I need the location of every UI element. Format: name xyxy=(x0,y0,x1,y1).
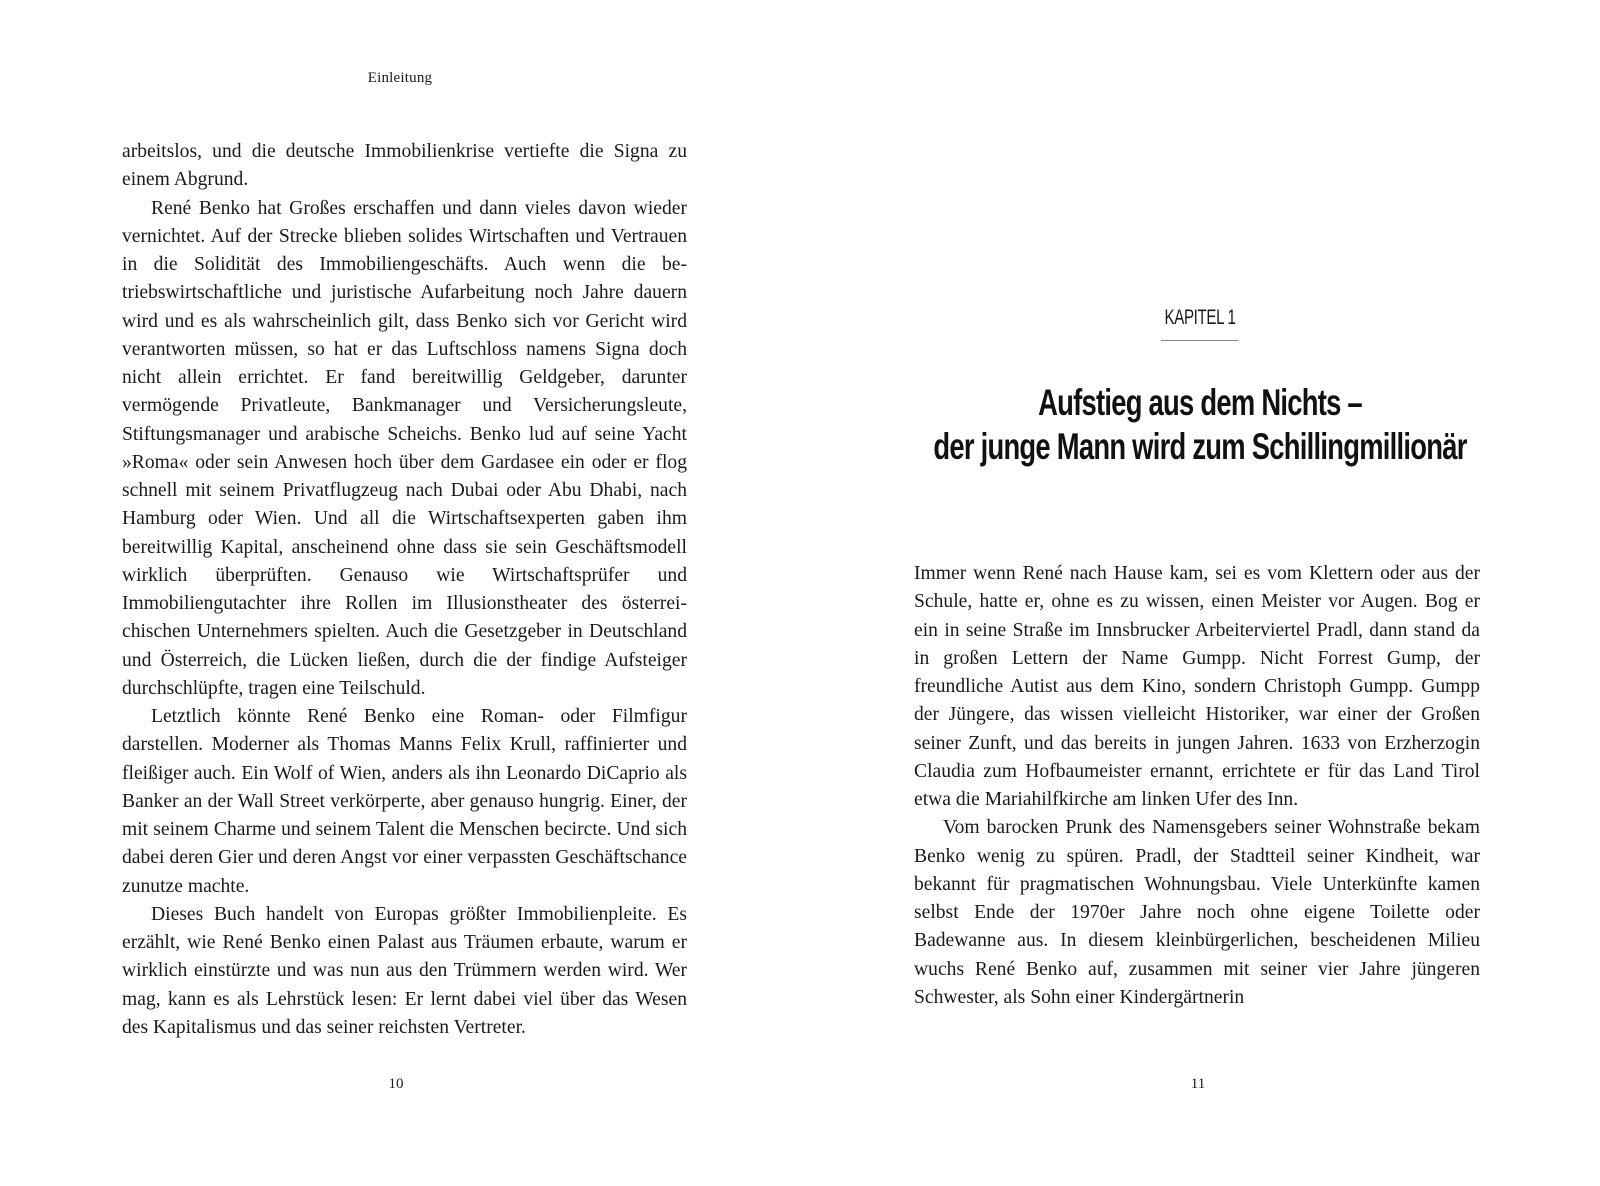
running-head: Einleitung xyxy=(367,70,433,86)
page-number: 10 xyxy=(388,1076,404,1092)
paragraph: Immer wenn René nach Hause kam, sei es vom Klettern oder aus der Schule, hatte er, ohne es zu wissen, einen Meister vor Augen. Bog er ein in seine Straße im Innsbrucker Arbeiterviertel Pradl, dann stand da in großen Lettern der Name Gumpp. Nicht Forrest Gump, der freundliche Autist aus dem Kino, sondern Christoph Gumpp. Gumpp der Jüngere, das wissen vielleicht Historiker, war einer der Großen seiner Zunft, und das bereits in jungen Jahren. 1633 von Erzherzogin Claudia zum Hofbaumeister ernannt, errichtete er für das Land Tirol etwa die Mariahilfkirche am linken Ufer des Inn. xyxy=(914,563,1480,810)
chapter-rule xyxy=(1161,340,1238,341)
chapter-label: KAPITEL 1 xyxy=(1164,306,1236,329)
paragraph: arbeitslos, und die deutsche Immobilienkrise vertiefte die Signa zu einem Abgrund. xyxy=(122,141,687,191)
page-number: 11 xyxy=(1190,1076,1206,1092)
paragraph: Letztlich könnte René Benko eine Roman- oder Filmfigur darstellen. Moderner als Thomas Manns Felix Krull, raffinierter und fleißiger auch. Ein Wolf of Wien, anders als ihn Leonardo DiCaprio als Banker an der Wall Street verkörperte, aber genauso hungrig. Einer, der mit seinem Charme und seinem Talent die Menschen becircte. Und sich dabei deren Gier und deren Angst vor einer verpassten Geschäftschance zunutze machte. xyxy=(122,706,687,897)
left-page-body xyxy=(122,138,687,1042)
chapter-title-line: der junge Mann wird zum Schillingmillionär xyxy=(933,426,1467,467)
right-page xyxy=(800,0,1600,1186)
chapter-title xyxy=(904,381,1496,469)
paragraph: Vom barocken Prunk des Namensgebers seiner Wohnstraße bekam Benko wenig zu spüren. Pradl, der Stadtteil seiner Kindheit, war bekannt für pragmatischen Wohnungsbau. Viele Unterkünfte kamen selbst Ende der 1970er Jahre noch ohne eigene Toilette oder Badewanne aus. In diesem kleinbürgerlichen, bescheidenen Milieu wuchs René Benko auf, zusammen mit seiner vier Jahre jüngeren Schwester, als Sohn einer Kindergärtnerin xyxy=(914,817,1480,1008)
paragraph: René Benko hat Großes erschaffen und dann vieles davon wieder vernichtet. Auf der Strecke blieben solides Wirtschaften und Vertrauen in die Solidität des Immobiliengeschäfts. Auch wenn die betriebswirtschaftliche und juristische Aufarbeitung noch Jahre dauern wird und es als wahrscheinlich gilt, dass Benko sich vor Gericht wird verantworten müssen, so hat er das Luftschloss namens Signa doch nicht allein errichtet. Er fand bereitwillig Geldgeber, darunter vermögende Privatleute, Bankmanager und Versicherungsleute, Stiftungsmanager und arabische Scheichs. Benko lud auf seine Yacht »Roma« oder sein Anwesen hoch über dem Gardasee ein oder er flog schnell mit seinem Privatflugzeug nach Dubai oder Abu Dhabi, nach Hamburg oder Wien. Und all die Wirtschaftsexperten gaben ihm bereitwillig Kapital, anscheinend ohne dass sie sein Geschäftsmodell wirklich überprüften. Genauso wie Wirtschaftsprüfer und Immobiliengutachter ihre Rollen im Illusionstheater des österreichischen Unternehmers spielten. Auch die Gesetzgeber in Deutschland und Österreich, die Lücken ließen, durch die der findige Aufsteiger durchschlüpfte, tragen eine Teilschuld. xyxy=(122,197,687,699)
right-page-body xyxy=(914,560,1480,1012)
paragraph: Dieses Buch handelt von Europas größter Immobilienpleite. Es erzählt, wie René Benko einen Palast aus Träumen erbaute, warum er wirklich einstürzte und was nun aus den Trümmern werden wird. Wer mag, kann es als Lehrstück lesen: Er lernt dabei viel über das Wesen des Kapitalismus und das seiner reichsten Vertreter. xyxy=(122,903,687,1038)
chapter-title-line: Aufstieg aus dem Nichts – xyxy=(1038,382,1362,423)
